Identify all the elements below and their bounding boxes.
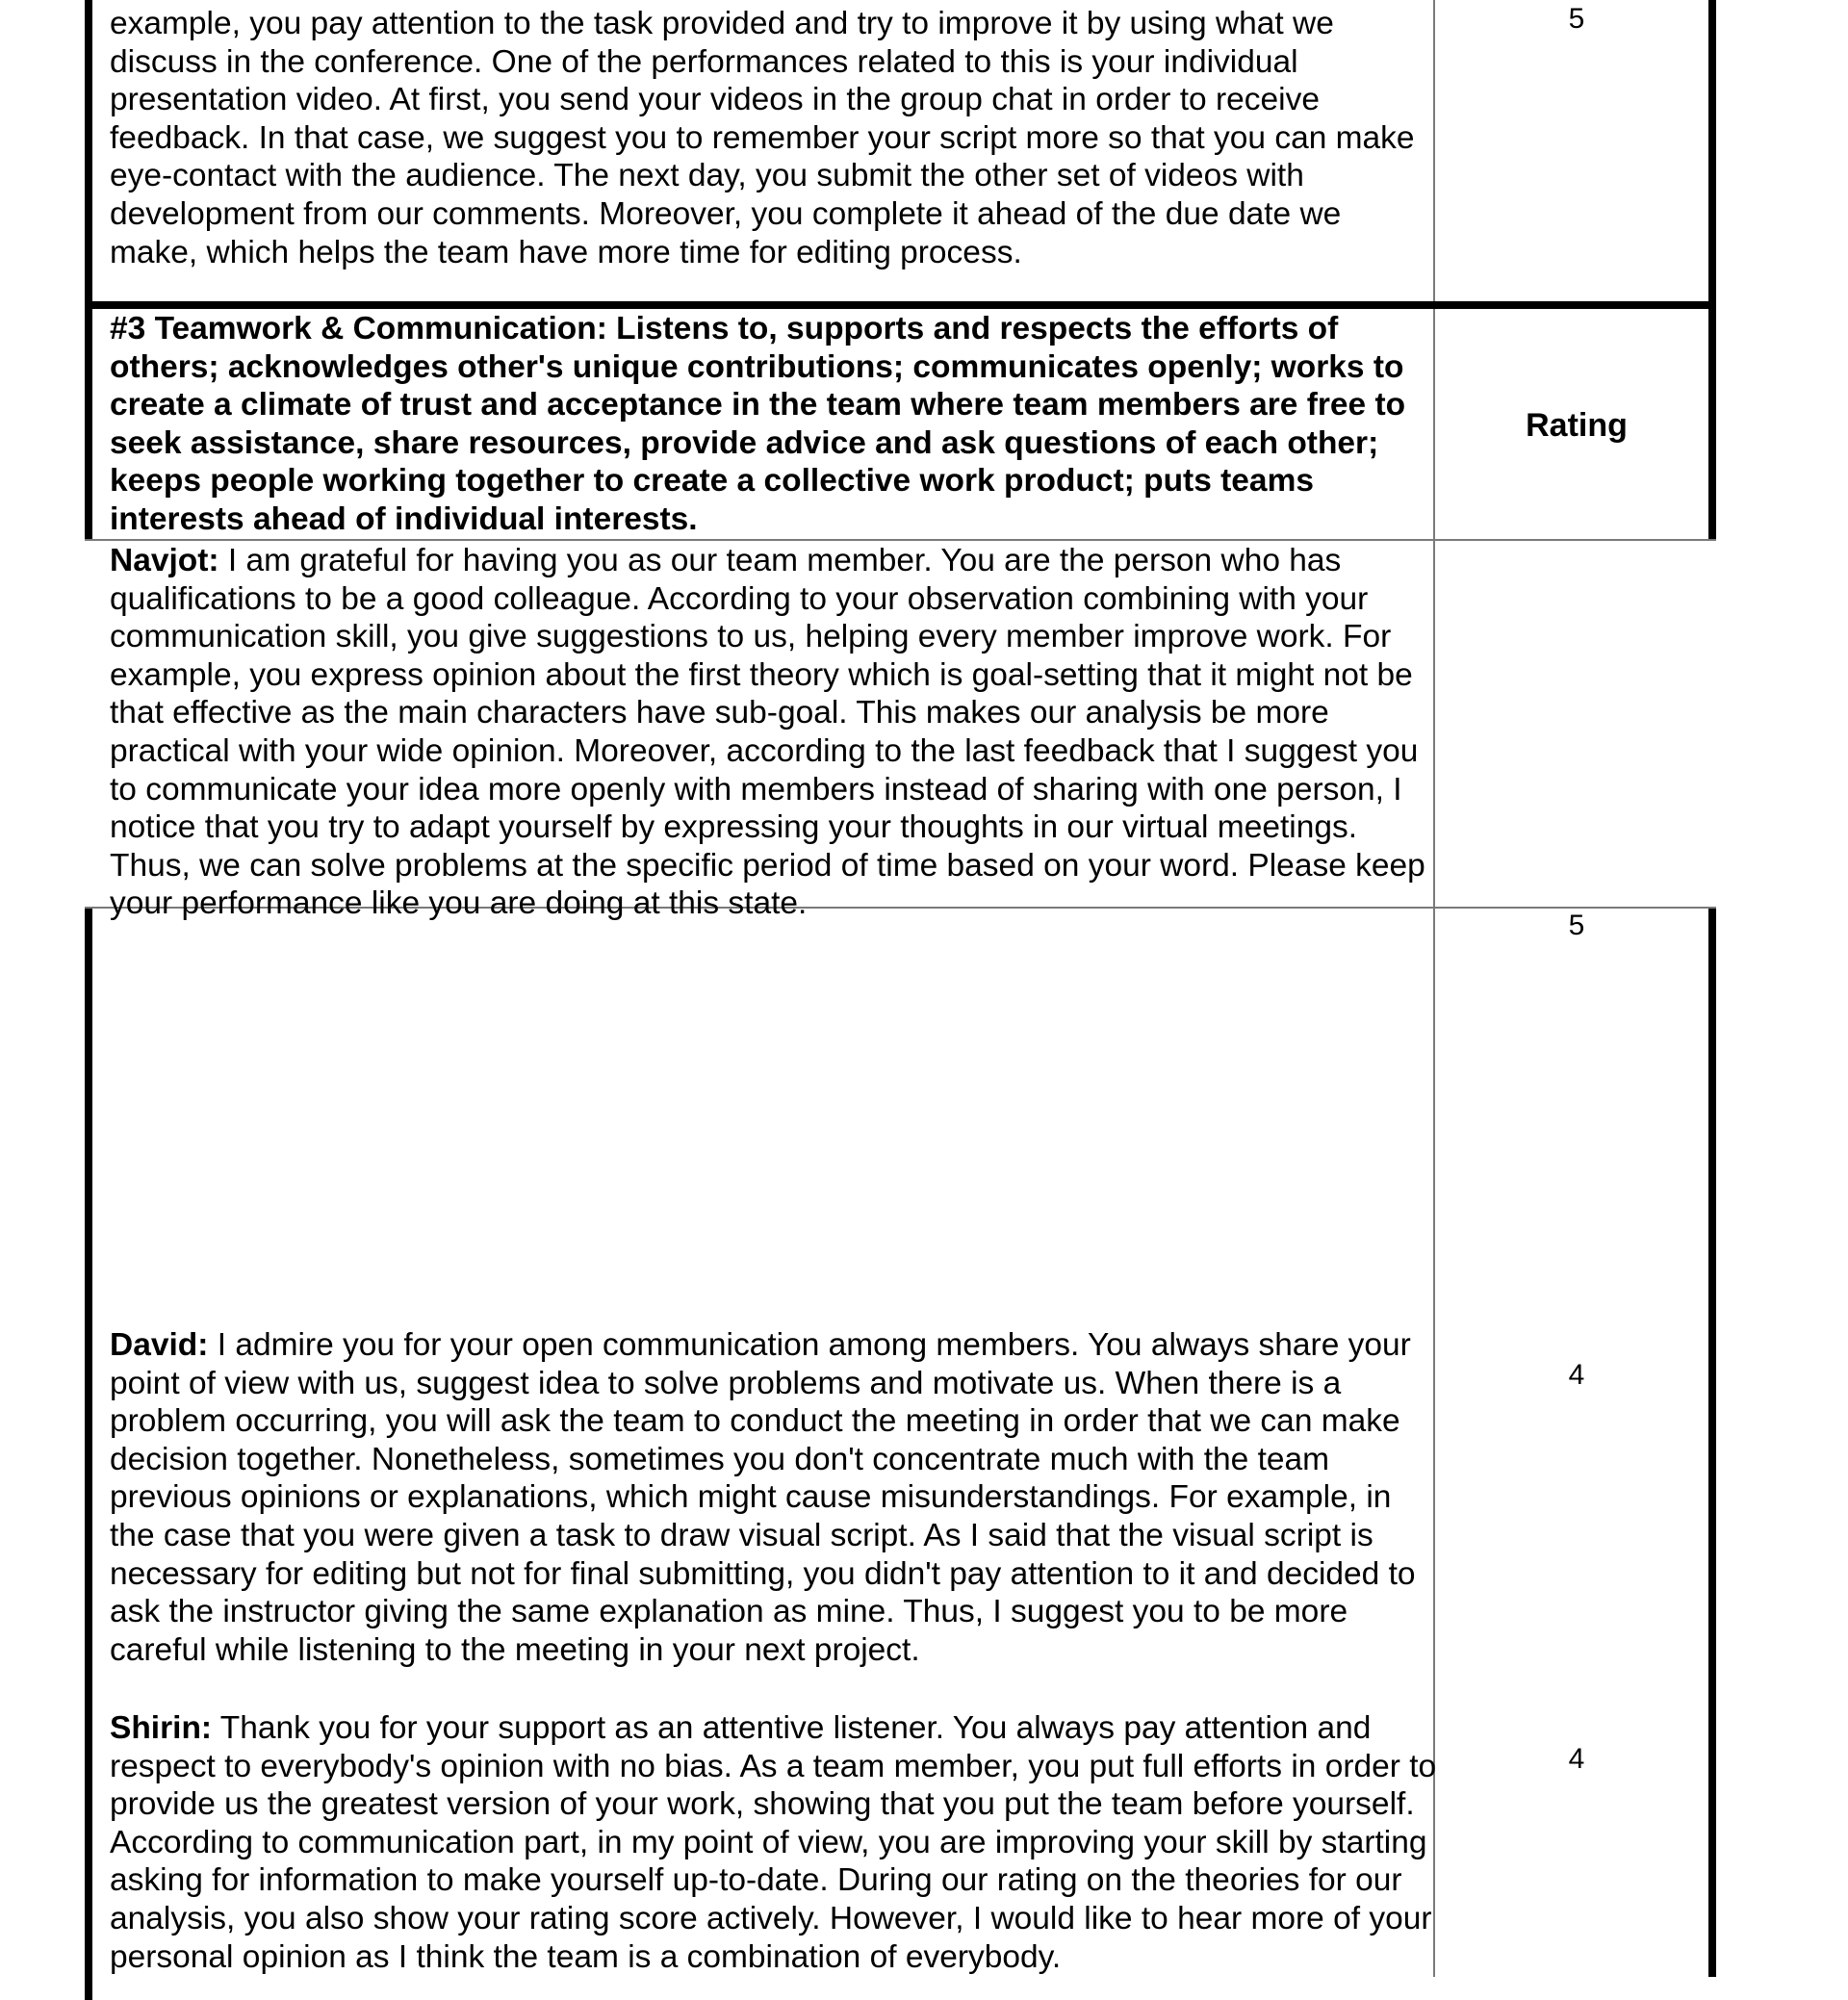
shirin-feedback bbox=[110, 1709, 1438, 1976]
shirin-name: Shirin: bbox=[110, 1710, 213, 1746]
navjot-rating: 5 bbox=[1568, 910, 1585, 941]
feedback-text-continued bbox=[110, 5, 1419, 271]
feedback-paragraph: example, you pay attention to the task provided and try to improve it by using what we discuss in the conference. One of the performances related to this is your individual presentation video. At first, you send your videos in the group chat in order to receive feedback. In that case, we suggest you to remember your script more so that you can make eye-contact with the audience. The next day, you submit the other set of videos with development from our comments. Moreover, you complete it ahead of the due date we make, which helps the team have more time for editing process. bbox=[110, 6, 1415, 270]
heading-bottom-line bbox=[85, 539, 1716, 541]
section-divider bbox=[85, 301, 1716, 309]
david-rating: 4 bbox=[1568, 1359, 1585, 1391]
table-right-border-top bbox=[1708, 0, 1716, 541]
table-left-border-top bbox=[85, 0, 92, 541]
shirin-text: Thank you for your support as an attentive listener. You always pay attention and respect to everybody's opinion with no bias. As a team member, you put full efforts in order to provide us the greatest version of your work, showing that you put the team before yourself. According to communication part, in my point of view, you are improving your skill by starting asking for information to make yourself up-to-date. During our rating on the theories for our analysis, you also show your rating score actively. However, I would like to hear more of your personal opinion as I think the team is a combination of everybody. bbox=[110, 1710, 1437, 1975]
david-feedback bbox=[110, 1326, 1438, 1669]
column-divider bbox=[1433, 0, 1435, 1977]
david-text: I admire you for your open communication among members. You always share your point of view with us, suggest idea to solve problems and motivate us. When there is a problem occurring, you will ask the team to conduct the meeting in order that we can make decision together. Nonetheless, sometimes you don't concentrate much with the team previous opinions or explanations, which might cause misunderstandings. For example, in the case that you were given a task to draw visual script. As I said that the visual script is necessary for editing but not for final submitting, you didn't pay attention to it and decided to ask the instructor giving the same explanation as mine. Thus, I suggest you to be more careful while listening to the meeting in your next project. bbox=[110, 1327, 1416, 1668]
rating-value-block1: 5 bbox=[1568, 3, 1585, 35]
shirin-rating: 4 bbox=[1568, 1743, 1585, 1775]
rating-column-header: Rating bbox=[1526, 407, 1628, 444]
navjot-name: Navjot: bbox=[110, 543, 219, 578]
navjot-text: I am grateful for having you as our team member. You are the person who has qualifications to be a good colleague. According to your observation combining with your communication skill, you give suggestions to us, helping every member improve work. For example, you express opinion about the first theory which is goal-setting that it might not be that effective as the main characters have sub-goal. This makes our analysis be more practical with your wide opinion. Moreover, according to the last feedback that I suggest you to communicate your idea more openly with members instead of sharing with one person, I notice that you try to adapt yourself by expressing your thoughts in our virtual meetings. Thus, we can solve problems at the specific period of time based on your word. Please keep your performance like you are doing at this state. bbox=[110, 543, 1425, 922]
table-right-border-bottom bbox=[1708, 907, 1716, 1977]
table-left-border-bottom bbox=[85, 907, 92, 2000]
section-3-heading: #3 Teamwork & Communication: Listens to, supports and respects the efforts of others; acknowledges other's unique contributions; communicates openly; works to create a climate of trust and acceptance in the team where team members are free to seek assistance, share resources, provide advice and ask questions of each other; keeps people working together to create a collective work product; puts teams interests ahead of individual interests. bbox=[110, 311, 1406, 537]
navjot-feedback bbox=[110, 542, 1438, 923]
david-name: David: bbox=[110, 1327, 209, 1363]
